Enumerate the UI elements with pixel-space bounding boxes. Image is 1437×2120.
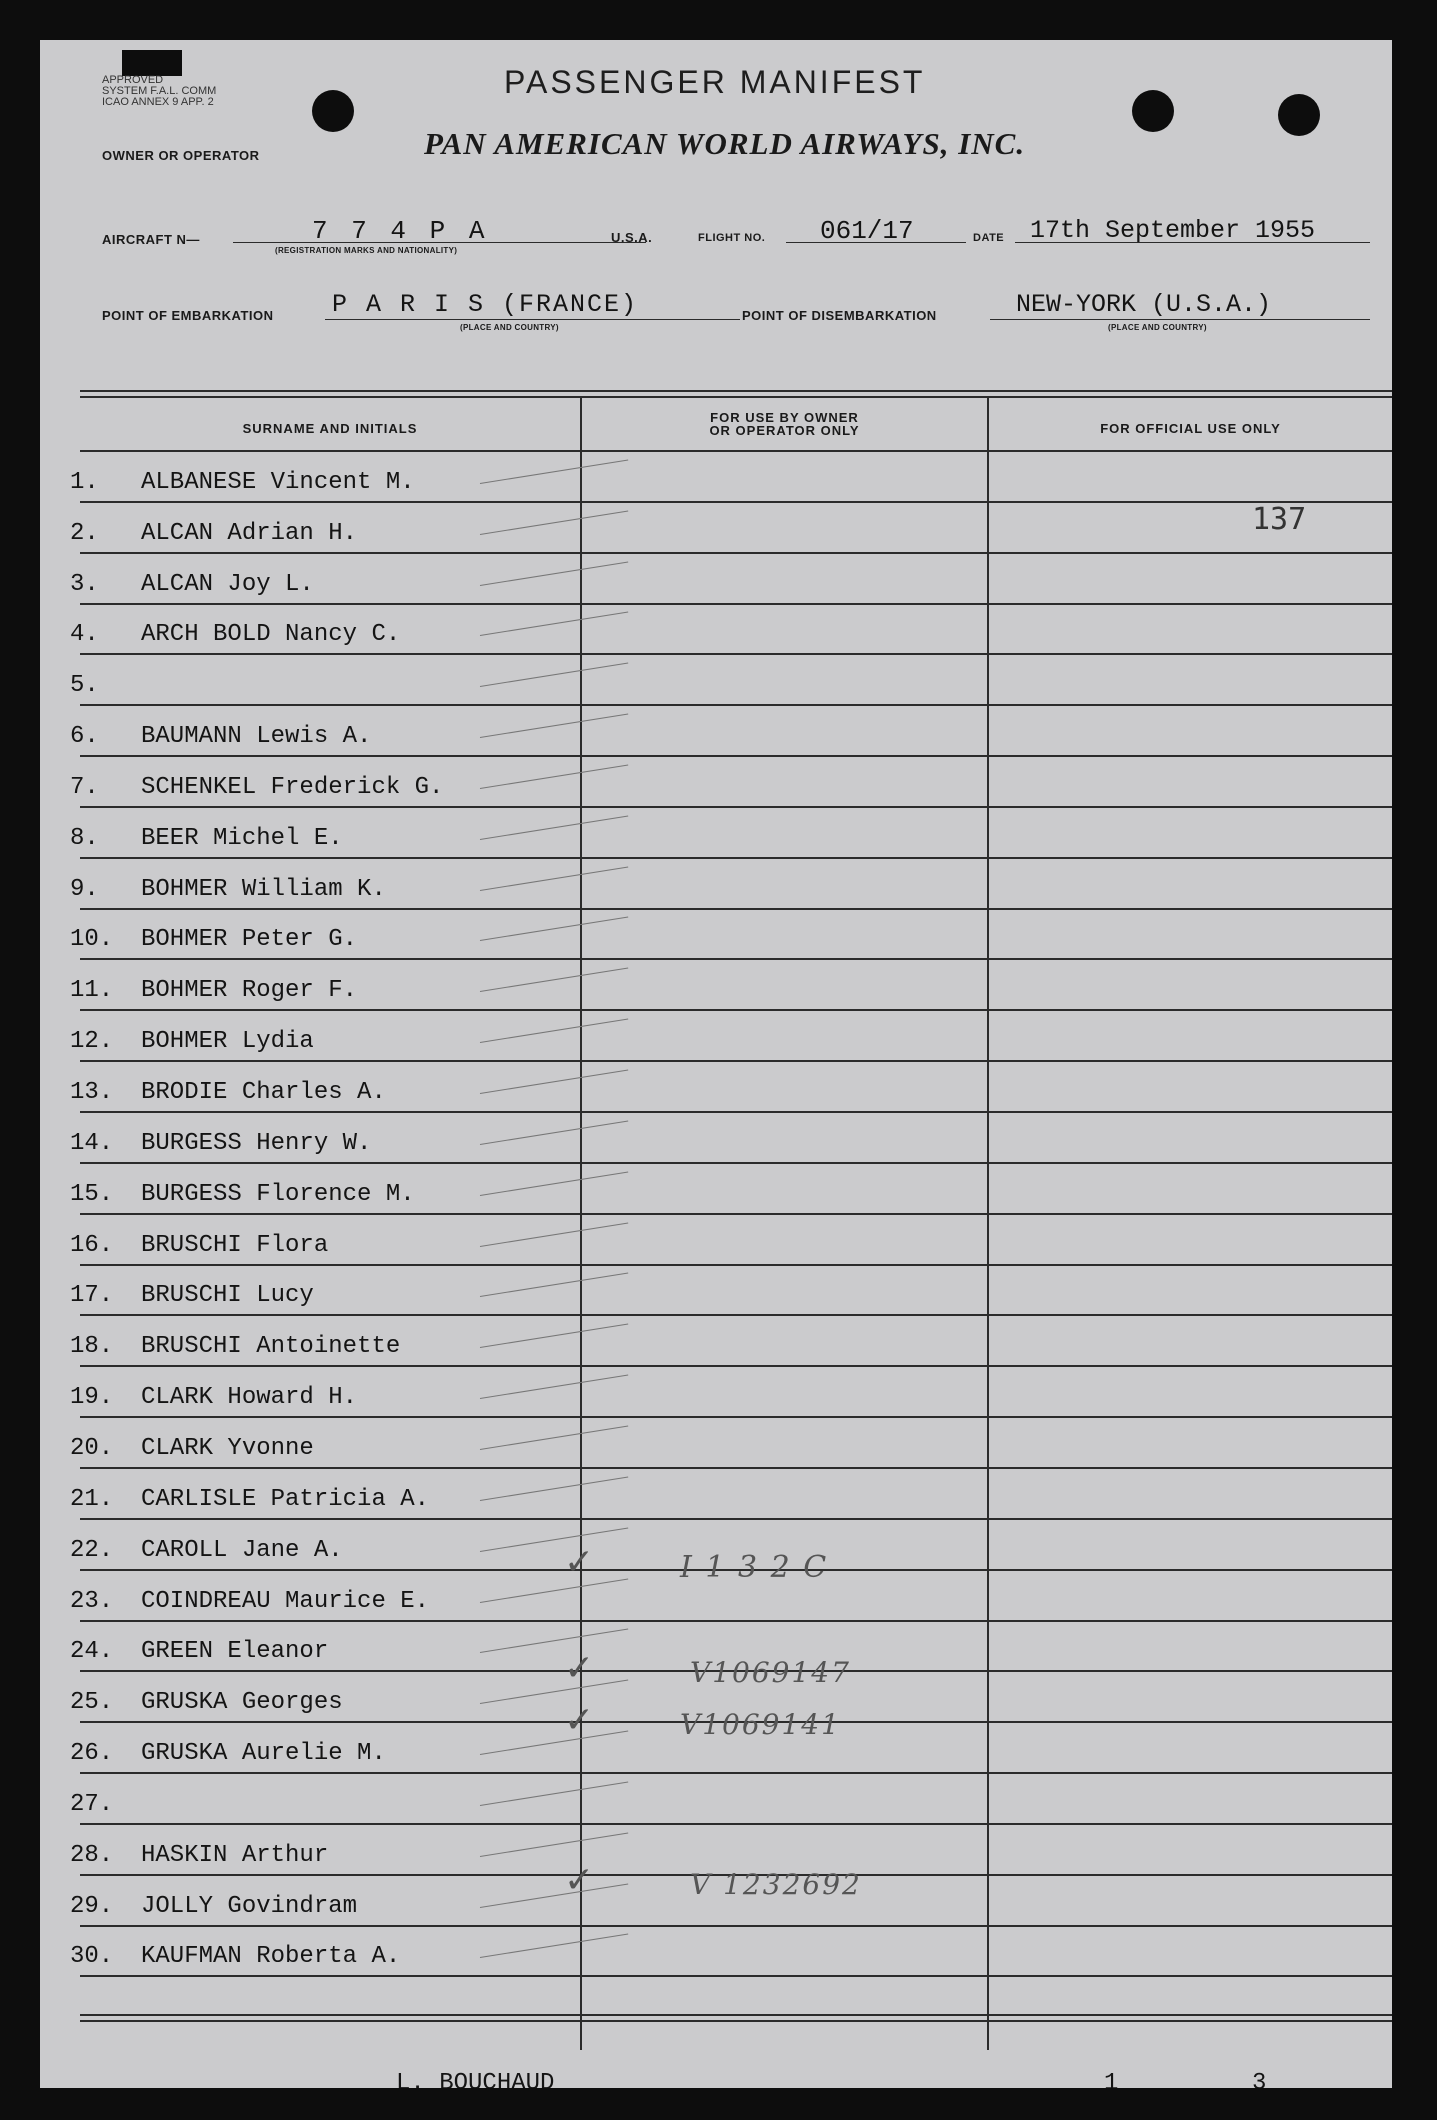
table-row — [40, 1062, 1392, 1113]
pen-stroke — [480, 1527, 628, 1551]
pen-stroke — [480, 968, 628, 992]
table-row — [40, 1469, 1392, 1520]
pen-stroke — [480, 1171, 628, 1195]
table-row — [40, 1367, 1392, 1418]
manifest-sheet — [40, 40, 1392, 2088]
table-row — [40, 706, 1392, 757]
passenger-number: 19. — [70, 1384, 114, 1412]
approval-line-1: APPROVED — [102, 74, 164, 86]
aircraft-value: 7 7 4 P A — [312, 216, 489, 246]
footer-page-b: 3 — [1252, 2070, 1267, 2088]
pen-stroke — [480, 1222, 628, 1246]
pen-stroke — [480, 815, 628, 839]
pen-stroke — [480, 561, 628, 585]
passenger-name: ARCH BOLD Nancy C. — [141, 621, 401, 649]
column-header-official-use: FOR OFFICIAL USE ONLY — [1100, 421, 1281, 436]
table-row — [40, 910, 1392, 961]
embark-caption: (PLACE AND COUNTRY) — [460, 323, 559, 332]
registration-caption: (REGISTRATION MARKS AND NATIONALITY) — [275, 246, 458, 255]
pen-stroke — [480, 1375, 628, 1399]
pen-stroke — [480, 1883, 628, 1907]
pen-stroke — [480, 510, 628, 534]
passenger-name: ALCAN Joy L. — [141, 570, 314, 598]
passenger-number: 20. — [70, 1434, 114, 1462]
gruska-aurelie-handwritten-note: V1069141 — [680, 1708, 841, 1741]
check-icon-coindreau: ✓ — [564, 1542, 595, 1583]
passenger-name: GRUSKA Aurelie M. — [141, 1740, 386, 1768]
passenger-name: ALCAN Adrian H. — [141, 519, 358, 547]
usa-label: U.S.A. — [611, 230, 653, 245]
pen-stroke — [480, 1731, 628, 1755]
embark-label: POINT OF EMBARKATION — [102, 308, 274, 323]
passenger-number: 25. — [70, 1689, 114, 1717]
passenger-number: 5. — [70, 672, 99, 700]
passenger-name: GRUSKA Georges — [141, 1689, 343, 1717]
pen-stroke — [480, 1476, 628, 1500]
table-row — [40, 452, 1392, 503]
pen-stroke — [480, 612, 628, 636]
table-row — [40, 1418, 1392, 1469]
passenger-name: BAUMANN Lewis A. — [141, 723, 372, 751]
passenger-number: 17. — [70, 1282, 114, 1310]
pen-stroke — [480, 714, 628, 738]
column-header-owner-use-1: FOR USE BY OWNER — [710, 410, 859, 425]
passenger-number: 30. — [70, 1943, 114, 1971]
pen-stroke — [480, 764, 628, 788]
owner-label: OWNER OR OPERATOR — [102, 148, 260, 163]
passenger-name: BRODIE Charles A. — [141, 1079, 386, 1107]
date-label: DATE — [973, 232, 1005, 244]
table-row — [40, 655, 1392, 706]
footer-name: L. BOUCHAUD — [396, 2070, 555, 2088]
passenger-name: BOHMER Roger F. — [141, 977, 358, 1005]
flight-value: 061/17 — [820, 216, 914, 246]
pen-stroke — [480, 459, 628, 483]
passenger-name: BURGESS Henry W. — [141, 1129, 372, 1157]
approval-line-3: ICAO ANNEX 9 APP. 2 — [102, 96, 214, 108]
column-header-surname: SURNAME AND INITIALS — [242, 421, 418, 436]
page-title: PASSENGER MANIFEST — [504, 64, 926, 100]
check-icon-gruska-georges: ✓ — [564, 1648, 595, 1689]
passenger-name: BOHMER Peter G. — [141, 926, 358, 954]
approval-line-2: SYSTEM F.A.L. COMM — [102, 85, 217, 97]
passenger-name: COINDREAU Maurice E. — [141, 1587, 430, 1615]
passenger-name: ALBANESE Vincent M. — [141, 468, 415, 496]
passenger-number: 21. — [70, 1485, 114, 1513]
coindreau-handwritten-note: I 1 3 2 C — [680, 1550, 829, 1585]
pen-stroke — [480, 917, 628, 941]
pen-stroke — [480, 663, 628, 687]
passenger-number: 16. — [70, 1231, 114, 1259]
footer-rule-2 — [80, 2020, 1392, 2022]
table-top-rule-2 — [80, 396, 1392, 398]
passenger-name: BURGESS Florence M. — [141, 1180, 415, 1208]
passenger-name: BRUSCHI Lucy — [141, 1282, 314, 1310]
passenger-name: GREEN Eleanor — [141, 1638, 329, 1666]
table-row — [40, 554, 1392, 605]
passenger-name: BRUSCHI Antoinette — [141, 1333, 401, 1361]
pen-stroke — [480, 1629, 628, 1653]
pen-stroke — [480, 1019, 628, 1043]
footer-page-a: 1 — [1104, 2070, 1119, 2088]
passenger-name: BOHMER William K. — [141, 875, 386, 903]
pen-stroke — [480, 1273, 628, 1297]
table-row — [40, 1113, 1392, 1164]
passenger-number: 2. — [70, 519, 99, 547]
pen-stroke — [480, 1578, 628, 1602]
pen-stroke — [480, 1680, 628, 1704]
passenger-number: 15. — [70, 1180, 114, 1208]
table-row — [40, 1774, 1392, 1825]
disembark-label: POINT OF DISEMBARKATION — [742, 308, 937, 323]
table-row — [40, 961, 1392, 1012]
table-row — [40, 808, 1392, 859]
pen-stroke — [480, 866, 628, 890]
passenger-name: CAROLL Jane A. — [141, 1536, 343, 1564]
passenger-name: SCHENKEL Frederick G. — [141, 773, 444, 801]
column-header-owner-use-2: OR OPERATOR ONLY — [709, 423, 860, 438]
flight-label: FLIGHT NO. — [698, 232, 766, 244]
passenger-name: CARLISLE Patricia A. — [141, 1485, 430, 1513]
table-row — [40, 1011, 1392, 1062]
passenger-number: 18. — [70, 1333, 114, 1361]
disembark-underline — [990, 319, 1370, 320]
table-row — [40, 1927, 1392, 1978]
table-row — [40, 1215, 1392, 1266]
passenger-number: 22. — [70, 1536, 114, 1564]
pen-stroke — [480, 1781, 628, 1805]
passenger-name: CLARK Howard H. — [141, 1384, 358, 1412]
table-row — [40, 757, 1392, 808]
punch-hole-right-2 — [1278, 94, 1320, 136]
footer-rule-1 — [80, 2014, 1392, 2016]
passenger-number: 24. — [70, 1638, 114, 1666]
passenger-number: 26. — [70, 1740, 114, 1768]
passenger-name: CLARK Yvonne — [141, 1434, 314, 1462]
pen-stroke — [480, 1324, 628, 1348]
pen-stroke — [480, 1120, 628, 1144]
disembark-value: NEW-YORK (U.S.A.) — [1016, 290, 1272, 319]
passenger-number: 14. — [70, 1129, 114, 1157]
disembark-caption: (PLACE AND COUNTRY) — [1108, 323, 1207, 332]
official-number: 137 — [1252, 502, 1307, 537]
passenger-name: KAUFMAN Roberta A. — [141, 1943, 401, 1971]
passenger-number: 9. — [70, 875, 99, 903]
passenger-number: 3. — [70, 570, 99, 598]
passenger-number: 8. — [70, 824, 99, 852]
passenger-number: 23. — [70, 1587, 114, 1615]
punch-hole-right-1 — [1132, 90, 1174, 132]
passenger-number: 28. — [70, 1841, 114, 1869]
passenger-number: 13. — [70, 1079, 114, 1107]
table-row — [40, 1316, 1392, 1367]
gruska-georges-handwritten-note: V1069147 — [690, 1656, 851, 1689]
table-row — [40, 1266, 1392, 1317]
passenger-number: 1. — [70, 468, 99, 496]
passenger-number: 11. — [70, 977, 114, 1005]
passenger-number: 12. — [70, 1028, 114, 1056]
table-row — [40, 1164, 1392, 1215]
passenger-name: BRUSCHI Flora — [141, 1231, 329, 1259]
date-value: 17th September 1955 — [1030, 216, 1316, 245]
passenger-number: 4. — [70, 621, 99, 649]
passenger-name: BEER Michel E. — [141, 824, 343, 852]
passenger-name: JOLLY Govindram — [141, 1892, 358, 1920]
passenger-name: HASKIN Arthur — [141, 1841, 329, 1869]
passenger-number: 6. — [70, 723, 99, 751]
table-row — [40, 859, 1392, 910]
table-row — [40, 605, 1392, 656]
passenger-number: 7. — [70, 773, 99, 801]
check-icon-jolly: ✓ — [564, 1860, 595, 1901]
pen-stroke — [480, 1070, 628, 1094]
table-top-rule-1 — [80, 390, 1392, 392]
passenger-number: 29. — [70, 1892, 114, 1920]
jolly-handwritten-note: V 1232692 — [690, 1868, 862, 1901]
row-rule — [80, 1975, 1392, 1977]
pen-stroke — [480, 1426, 628, 1450]
pen-stroke — [480, 1934, 628, 1958]
passenger-number: 27. — [70, 1790, 114, 1818]
punch-hole-left — [312, 90, 354, 132]
aircraft-label: AIRCRAFT N— — [102, 232, 200, 247]
pen-stroke — [480, 1832, 628, 1856]
embark-value: P A R I S (FRANCE) — [332, 290, 639, 319]
embark-underline — [325, 319, 740, 320]
check-icon-gruska-aurelie: ✓ — [564, 1700, 595, 1741]
passenger-name: BOHMER Lydia — [141, 1028, 314, 1056]
redaction-mark — [122, 50, 182, 76]
table-row — [40, 503, 1392, 554]
passenger-number: 10. — [70, 926, 114, 954]
airline-name: PAN AMERICAN WORLD AIRWAYS, INC. — [424, 126, 1026, 161]
